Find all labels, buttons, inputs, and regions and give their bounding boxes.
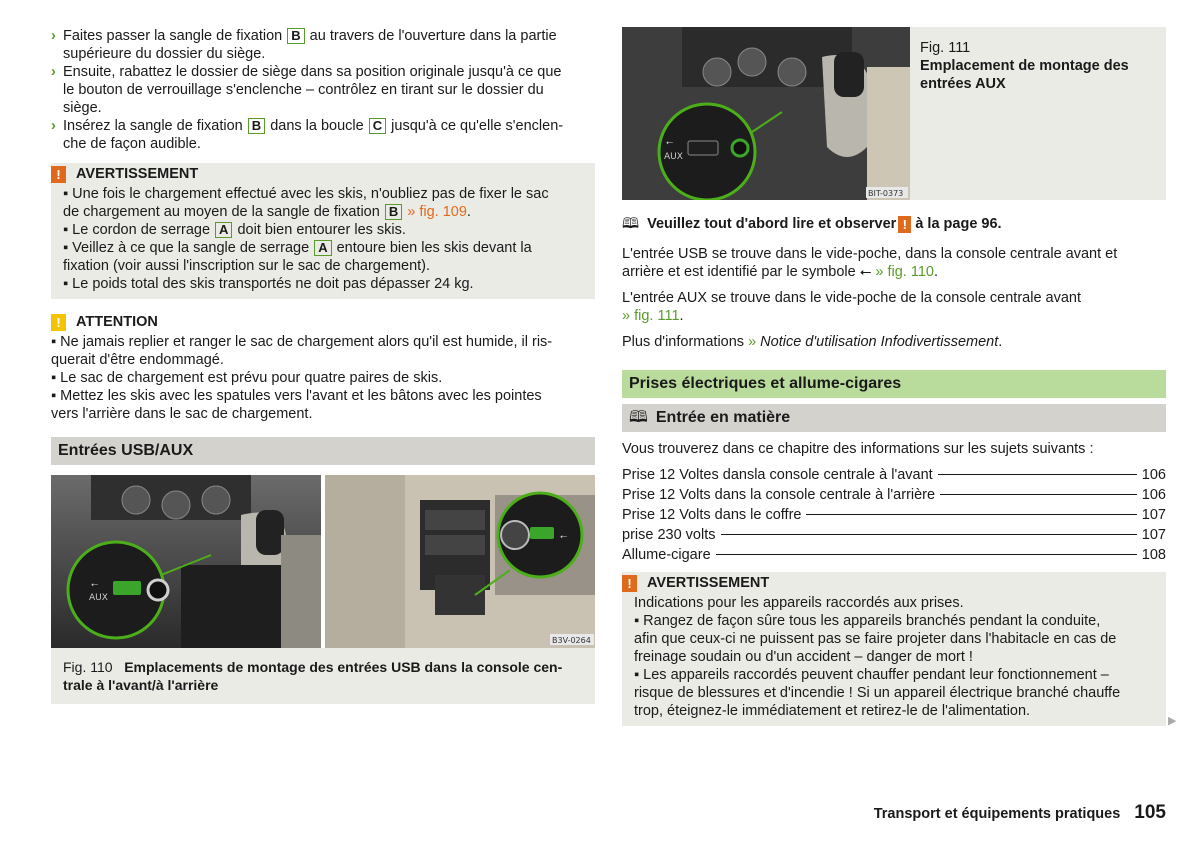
toc-item[interactable]: Allume-cigare 108	[622, 547, 1166, 563]
aux-photo	[622, 27, 910, 200]
right-column	[622, 27, 1166, 726]
warning-block	[51, 163, 595, 299]
toc-item[interactable]: Prise 12 Volts dans le coffre 107	[622, 507, 1166, 523]
toc-page-number: 106	[1141, 487, 1166, 503]
toc-page-number: 107	[1141, 527, 1166, 543]
attention-line: ▪ Mettez les skis avec les spatules vers l'avant et les bâtons avec les pointes	[51, 388, 542, 404]
aux-label: AUX	[89, 593, 108, 603]
warning-line: ▪ Les appareils raccordés peuvent chauffer pendant leur fonctionnement –	[634, 667, 1109, 683]
attention-heading: ! ATTENTION	[51, 313, 595, 331]
aux-paragraph: L'entrée AUX se trouve dans le vide-poche de la console centrale avant » fig. 111.	[622, 290, 1082, 324]
section-title-intro: 🕮 Entrée en matière	[622, 404, 1166, 432]
step-text: che de façon audible.	[63, 136, 201, 152]
chevron-icon: ›	[51, 28, 56, 44]
warning-line: trop, éteignez-le immédiatement et retirez-le de l'alimentation.	[634, 703, 1031, 719]
warning-icon: !	[51, 166, 66, 183]
step-text: jusqu'à ce qu'elle s'enclen-	[387, 118, 564, 134]
warning-item: ▪ Une fois le chargement effectué avec les skis, n'oubliez pas de fixer le sac de chargement au moyen de la sangle de fixation B » fig. 109.	[63, 186, 549, 220]
fig111-caption: Fig. 111 Emplacement de montage des entrées AUX	[920, 40, 1129, 92]
aux-illustration	[622, 27, 910, 200]
warning-line: Indications pour les appareils raccordés aux prises.	[634, 595, 964, 611]
chevron-icon: ›	[51, 118, 56, 134]
warning-block-sockets	[622, 572, 1166, 726]
read-first-note: 🕮 Veuillez tout d'abord lire et observer ! à la page 96.	[622, 216, 1002, 232]
caution-icon: !	[51, 314, 66, 331]
section-title-sockets: Prises électriques et allume-cigares	[622, 370, 1166, 398]
toc-item[interactable]: prise 230 volts 107	[622, 527, 1166, 543]
step-3	[51, 117, 595, 153]
warning-heading: ! AVERTISSEMENT	[622, 574, 1158, 592]
toc-page-number: 108	[1141, 547, 1166, 563]
footer-chapter-title: Transport et équipements pratiques	[873, 806, 1121, 822]
link-arrow[interactable]: »	[748, 334, 761, 350]
label-box: A	[314, 240, 331, 256]
warning-icon: !	[898, 216, 911, 233]
warning-item: ▪ Veillez à ce que la sangle de serrage A entoure bien les skis devant la fixation (voir aussi l'inscription sur le sac de chargement).	[63, 240, 532, 274]
fig-link[interactable]: » fig. 110	[871, 264, 934, 280]
attention-line: vers l'arrière dans le sac de chargement.	[51, 406, 313, 422]
toc-item[interactable]: Prise 12 Voltes dansla console centrale à l'avant 106	[622, 467, 1166, 483]
warning-line: ▪ Rangez de façon sûre tous les appareils branchés pendant la conduite,	[634, 613, 1101, 629]
book-icon: 🕮	[629, 409, 648, 426]
aux-label: AUX	[664, 152, 683, 162]
attention-line: ▪ Ne jamais replier et ranger le sac de chargement alors qu'il est humide, il ris-	[51, 334, 553, 350]
step-text: dans la boucle	[266, 118, 368, 134]
step-text: au travers de l'ouverture dans la partie	[305, 28, 557, 44]
attention-line: ▪ Le sac de chargement est prévu pour quatre paires de skis.	[51, 370, 443, 386]
svg-text:⭠: ⭠	[560, 532, 568, 542]
section-title-usb-aux: Entrées USB/AUX	[51, 437, 595, 465]
continue-arrow-icon: ▶	[1168, 715, 1177, 727]
label-box: B	[248, 118, 265, 134]
step-text: Insérez la sangle de fixation	[63, 118, 247, 134]
left-column	[51, 27, 595, 704]
warning-item: ▪ Le poids total des skis transportés ne doit pas dépasser 24 kg.	[63, 276, 474, 292]
fig-link[interactable]: » fig. 109	[403, 204, 467, 220]
step-text: le bouton de verrouillage s'enclenche – contrôlez en tirant sur le dossier du	[63, 82, 544, 98]
toc-list	[622, 466, 1166, 566]
step-1	[51, 27, 595, 63]
fig110-caption: Fig. 110 Emplacements de montage des entrées USB dans la console cen- trale à l'avant/à l'arrière	[51, 648, 595, 704]
fig110-photos	[51, 475, 595, 648]
intro-text: Vous trouverez dans ce chapitre des informations sur les sujets suivants :	[622, 441, 1094, 457]
front-console-illustration	[51, 475, 321, 648]
step-text: Faites passer la sangle de fixation	[63, 28, 287, 44]
page-number: 105	[1134, 802, 1166, 823]
attention-line: querait d'être endommagé.	[51, 352, 224, 368]
warning-line: freinage soudain ou d'un accident – danger de mort !	[634, 649, 973, 665]
step-text: Ensuite, rabattez le dossier de siège dans sa position originale jusqu'à ce que	[63, 64, 562, 80]
image-code: BIT-0373	[868, 189, 904, 198]
label-box: A	[215, 222, 232, 238]
label-box: B	[287, 28, 304, 44]
rear-console-illustration	[325, 475, 595, 648]
usb-paragraph: L'entrée USB se trouve dans le vide-poche, dans la console centrale avant et arrière et est identifié par le symbole ⭠ » fig. 110.	[622, 246, 1118, 280]
warning-heading: ! AVERTISSEMENT	[51, 165, 587, 183]
warning-icon: !	[622, 575, 637, 592]
rear-console-photo	[325, 475, 595, 648]
fig-link[interactable]: » fig. 111	[622, 308, 680, 324]
label-box: B	[385, 204, 402, 220]
label-box: C	[369, 118, 386, 134]
toc-page-number: 107	[1141, 507, 1166, 523]
step-text: supérieure du dossier du siège.	[63, 46, 266, 62]
usb-symbol-icon: ⭠	[859, 264, 872, 280]
svg-text:⭠: ⭠	[666, 138, 674, 148]
warning-item: ▪ Le cordon de serrage A doit bien entourer les skis.	[63, 222, 406, 238]
more-info-paragraph: Plus d'informations » Notice d'utilisation Infodivertissement.	[622, 334, 1003, 350]
fig111-block	[622, 27, 1166, 200]
step-2	[51, 63, 595, 117]
page-footer	[874, 804, 1166, 823]
svg-text:⭠: ⭠	[91, 580, 99, 590]
chevron-icon: ›	[51, 64, 56, 80]
toc-item[interactable]: Prise 12 Volts dans la console centrale à l'arrière 106	[622, 487, 1166, 503]
step-text: siège.	[63, 100, 102, 116]
front-console-photo	[51, 475, 321, 648]
warning-line: risque de blessures et d'incendie ! Si un appareil électrique branché chauffe	[634, 685, 1121, 701]
book-icon: 🕮	[622, 216, 640, 232]
image-code: B3V-0264	[552, 636, 591, 645]
toc-page-number: 106	[1141, 467, 1166, 483]
warning-line: afin que ceux-ci ne puissent pas se faire projeter dans l'habitacle en cas de	[634, 631, 1117, 647]
attention-block	[51, 313, 595, 423]
manual-reference[interactable]: Notice d'utilisation Infodivertissement	[760, 334, 999, 350]
